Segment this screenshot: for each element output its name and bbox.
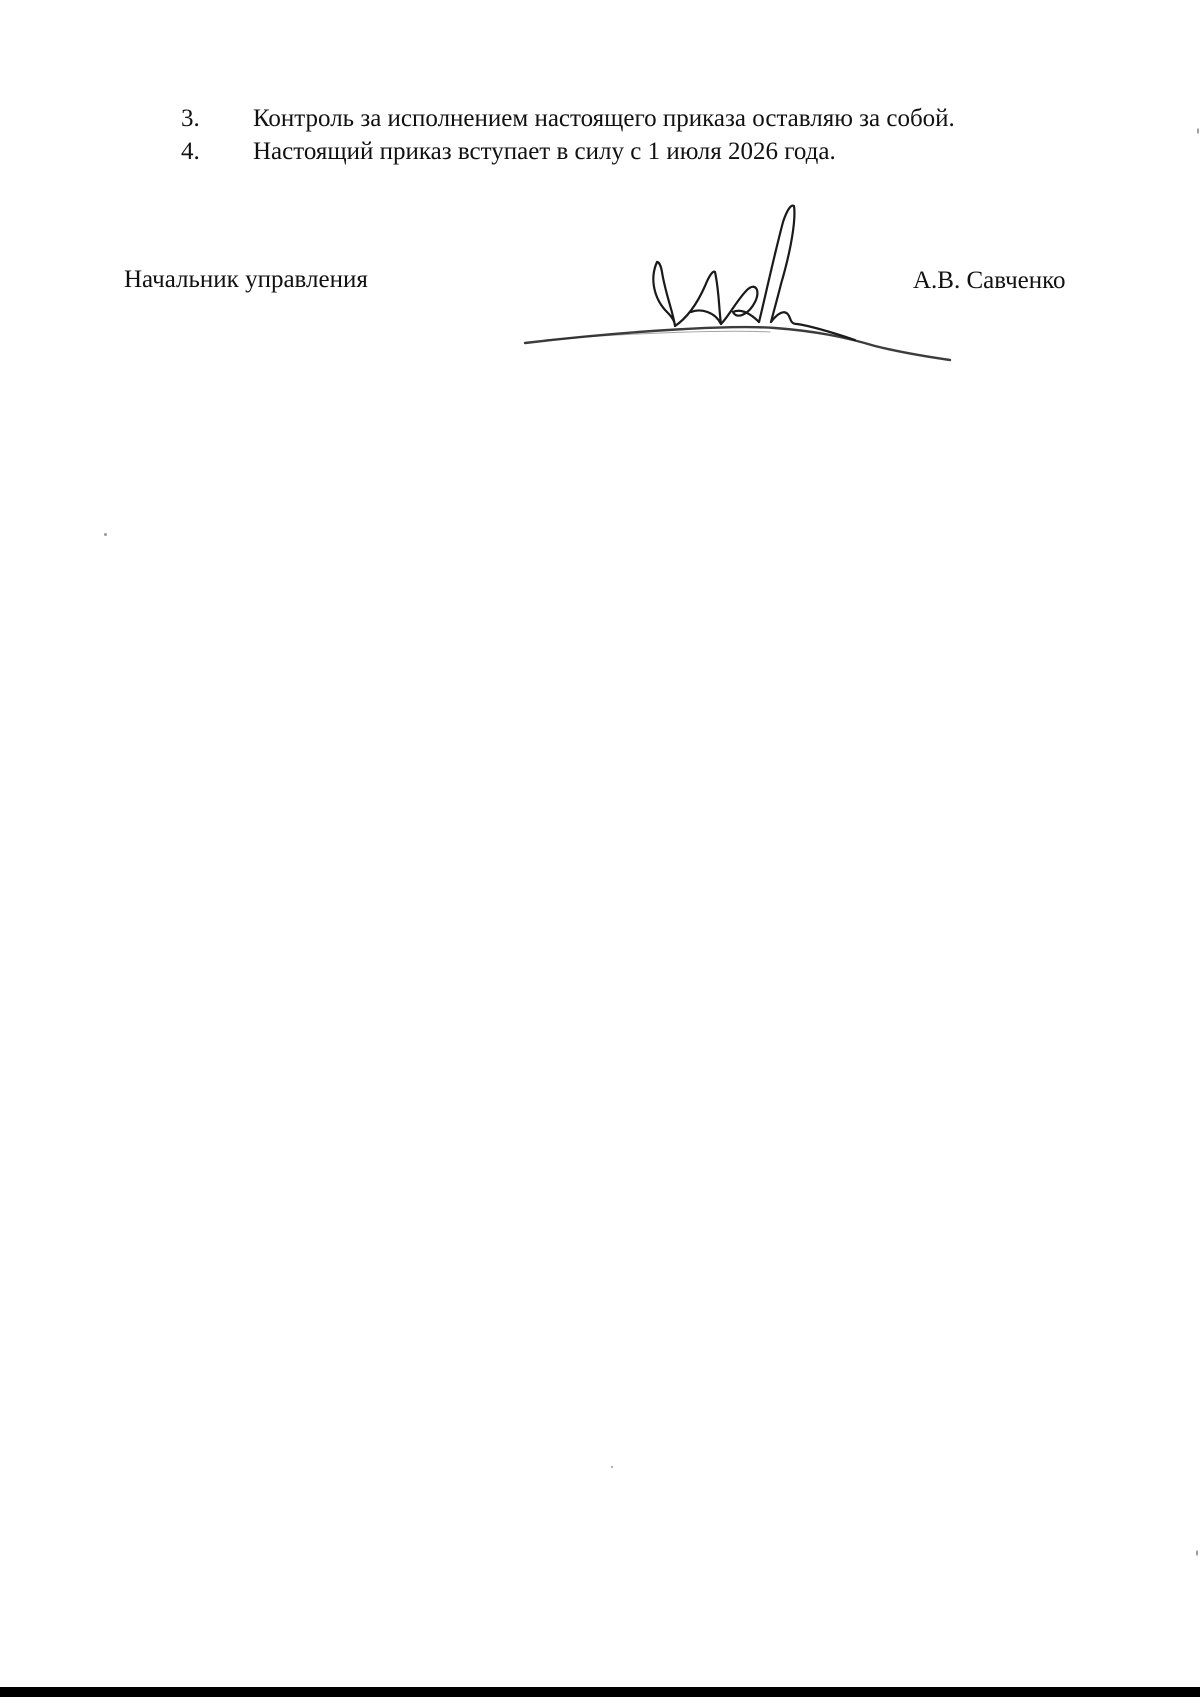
handwritten-signature <box>515 200 955 370</box>
order-item-3 <box>0 102 1200 136</box>
signature-stroke-letter-a <box>675 272 721 326</box>
signature-stroke-first <box>653 262 675 326</box>
item-number: 3. <box>181 105 200 132</box>
scan-edge-bar <box>0 1687 1200 1697</box>
item-text: Настоящий приказ вступает в силу с 1 июля 2026 года. <box>253 138 836 165</box>
order-item-4 <box>0 135 1200 169</box>
item-number: 4. <box>181 138 200 165</box>
signature-underline-faint <box>545 331 770 340</box>
scan-speck <box>611 1466 613 1468</box>
signature-stroke-loop <box>721 287 759 324</box>
scan-speck <box>104 533 107 536</box>
item-text: Контроль за исполнением настоящего приказа оставляю за собой. <box>253 105 955 132</box>
signature-underline <box>525 327 950 360</box>
scan-speck <box>1196 1550 1198 1556</box>
signatory-name: А.В. Савченко <box>913 267 1066 294</box>
scan-speck <box>1197 128 1199 134</box>
signature-stroke-tail <box>771 312 855 340</box>
signature-stroke-tall <box>759 206 794 322</box>
signatory-position: Начальник управления <box>124 266 368 293</box>
